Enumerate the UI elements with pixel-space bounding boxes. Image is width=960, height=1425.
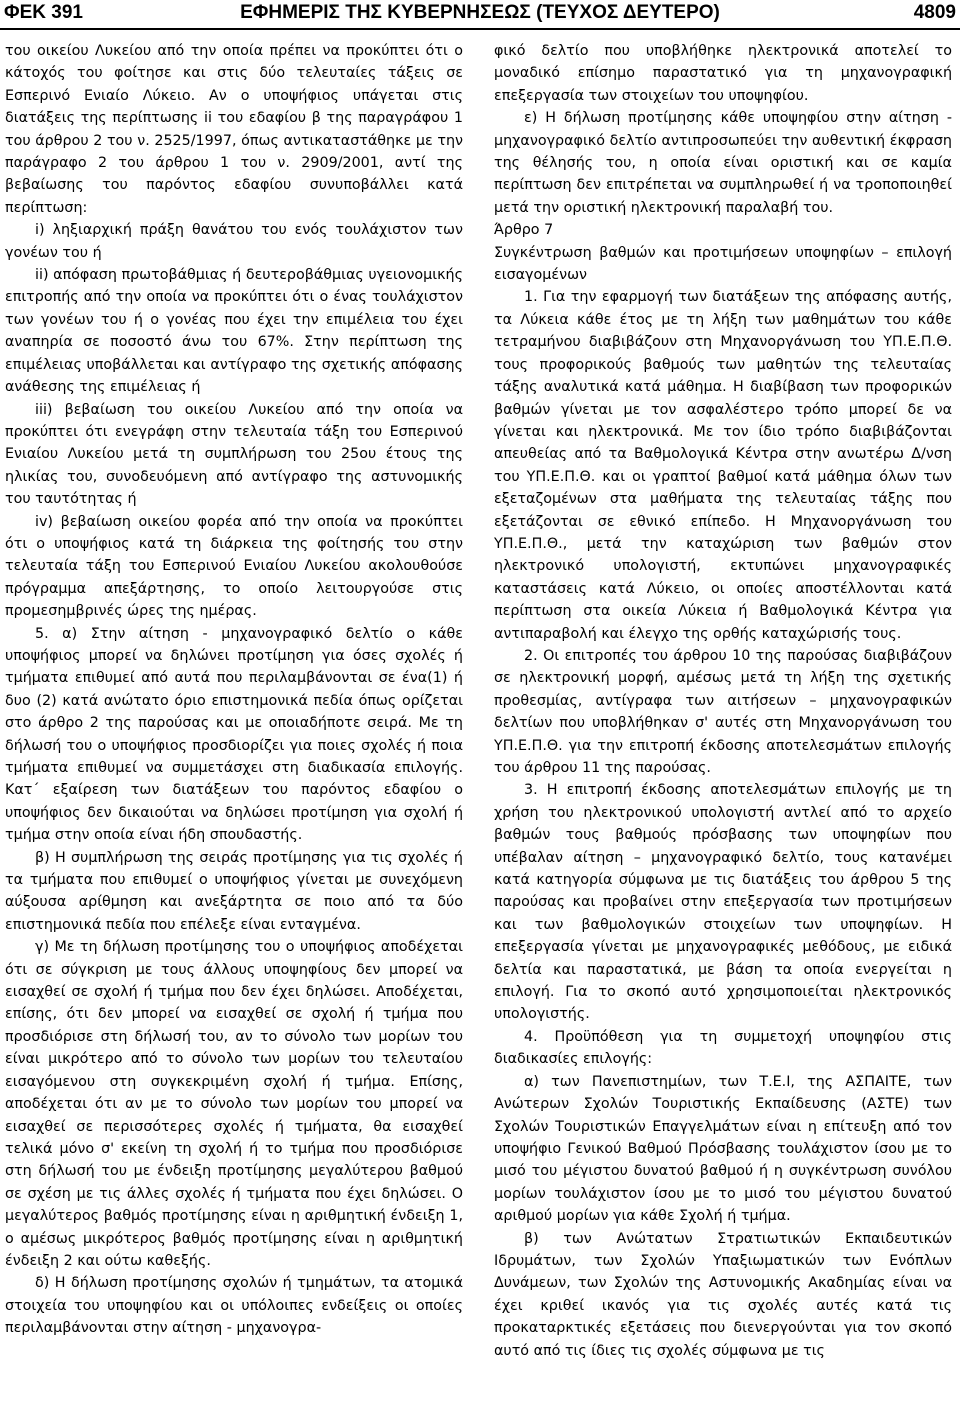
paragraph: i) ληξιαρχική πράξη θανάτου του ενός τουλάχιστον των γονέων του ή <box>5 222 463 261</box>
paragraph: γ) Με τη δήλωση προτίμησης του ο υποψήφιος αποδέχεται ότι σε σύγκριση με τους άλλους υποψηφίους δεν μπορεί να εισαχθεί σε σχολή ή τμήμα που δεν έχει δηλώσει. Αποδέχεται, επίσης, ότι δεν μπορεί να εισαχθεί σε σχολή ή τμήμα που προσδιόρισε στη δήλωσή του, αν το σύνολο των μορίων του είναι μικρότερο από το σύνολο των μορίων του τελευταίου εισαγόμενου στη συγκεκριμένη σχολή ή τμήμα. Επίσης, αποδέχεται ότι αν με το σύνολο των μορίων του μπορεί να εισαχθεί σε περισσότερες σχολές ή τμήματα, θα εισαχθεί τελικά μόνο σ' εκείνη τη σχολή ή το τμήμα που προσδιόρισε στη δήλωσή του με ένδειξη προτίμησης μεγαλύτερου βαθμού σε σχέση με τις άλλες σχολές ή τμήματα που έχει δηλώσει. Ο μεγαλύτερος βαθμός προτίμησης είναι η αριθμητική ένδειξη 1, ο αμέσως μικρότερος βαθμός προτίμησης είναι η αριθμητική ένδειξη 2 και ούτω καθεξής. <box>5 939 463 1269</box>
paragraph: 4. Προϋπόθεση για τη συμμετοχή υποψηφίου στις διαδικασίες επιλογής: <box>494 1028 952 1068</box>
paragraph: β) των Ανώτατων Στρατιωτικών Εκπαιδευτικών Ιδρυμάτων, των Σχολών Υπαξιωματικών των Ενόπλων Δυνάμεων, των Σχολών της Αστυνομικής Ακαδημίας είναι να έχει κριθεί ικανός για τις σχολές αυτές κατά τις προκαταρκτικές εξετάσεις που διενεργούνται για τον σκοπό αυτό από τις ίδιες τις σχολές σύμφωνα με τις <box>494 1230 952 1359</box>
left-column <box>5 40 463 1422</box>
gazette-issue-number: ΦΕΚ 391 <box>4 2 83 23</box>
paragraph: iii) βεβαίωση του οικείου Λυκείου από την οποία να προκύπτει ότι ενεγράφη στην τελευταία τάξη του Εσπερινού Ενιαίου Λυκείου μετά τη συμπλήρωση του 25ου έτους της ηλικίας του, συνοδευόμενη από αντίγραφο της αστυνομικής του ταυτότητας ή <box>5 401 463 508</box>
right-column <box>494 40 952 1422</box>
page-number: 4809 <box>913 2 956 23</box>
paragraph: iv) βεβαίωση οικείου φορέα από την οποία να προκύπτει ότι ο υποψήφιος κατά τη διάρκεια της φοίτησής του στην τελευταία τάξη του Εσπερινού Ενιαίου Λυκείου ακολουθούσε πρόγραμμα απεξάρτησης, το οποίο λειτουργούσε στις προμεσημβρινές ώρες της ημέρας. <box>5 513 463 620</box>
paragraph: δ) Η δήλωση προτίμησης σχολών ή τμημάτων, τα ατομικά στοιχεία του υποψηφίου και οι υπόλοιπες ενδείξεις οι οποίες περιλαμβάνονται στην αίτηση - μηχανογρα- <box>5 1275 463 1337</box>
paragraph: 5. α) Στην αίτηση - μηχανογραφικό δελτίο ο κάθε υποψήφιος μπορεί να δηλώνει προτίμηση για όσες σχολές ή τμήματα επιθυμεί από αυτά που περιλαμβάνονται σε ένα(1) ή δυο (2) κατά ανώτατο όριο επιστημονικά πεδία όπως ορίζεται στο άρθρο 2 της παρούσας και με οποιαδήποτε σειρά. Με τη δήλωσή του ο υποψήφιος προσδιορίζει για ποιες σχολές ή ποια τμήματα επιθυμεί να συμμετάσχει στη διαδικασία επιλογής. Κατ΄ εξαίρεση των διατάξεων του παρόντος εδαφίου ο υποψήφιος δεν δικαιούται να δηλώσει προτίμηση για σχολή ή τμήμα στην οποία είναι ήδη σπουδαστής. <box>5 625 463 844</box>
paragraph: ii) απόφαση πρωτοβάθμιας ή δευτεροβάθμιας υγειονομικής επιτροπής από την οποία να προκύπτει ότι ο ένας τουλάχιστον των γονέων του ή ο γονέας που έχει την επιμέλεια του έχει αναπηρία σε ποσοστό άνω του 67%. Στην περίπτωση της επιμέλειας υποβάλλεται και αντίγραφο της σχετικής απόφασης ανάθεσης της επιμέλειας ή <box>5 267 463 396</box>
paragraph: 3. Η επιτροπή έκδοσης αποτελεσμάτων επιλογής με τη χρήση του ηλεκτρονικού υπολογιστή αντλεί από το αρχείο βαθμών τους βαθμούς πρόσβασης των υποψηφίων που υπέβαλαν αίτηση – μηχανογραφικό δελτίο, τους κατανέμει κατά κατηγορία σύμφωνα με τις διατάξεις του άρθρου 5 της παρούσας και προβαίνει στην επεξεργασία των προτιμήσεων και των βαθμολογικών στοιχείων των υποψηφίων. Η επεξεργασία γίνεται με μηχανογραφικές μεθόδους, με ειδικά δελτία και παραστατικά, με βάση τα οποία ενεργείται η επιλογή. Για το σκοπό αυτό χρησιμοποιείται ηλεκτρονικός υπολογιστής. <box>494 782 952 1023</box>
paragraph: 2. Οι επιτροπές του άρθρου 10 της παρούσας διαβιβάζουν σε ηλεκτρονική μορφή, αμέσως μετά τη λήξη της σχετικής προθεσμίας, αντίγραφα των αιτήσεων – μηχανογραφικών δελτίων που υποβλήθηκαν σ' αυτές στη Μηχανοργάνωση του ΥΠ.Ε.Π.Θ. για την επιτροπή έκδοσης αποτελεσμάτων επιλογής του άρθρου 11 της παρούσας. <box>494 647 952 776</box>
paragraph: ε) Η δήλωση προτίμησης κάθε υποψηφίου στην αίτηση - μηχανογραφικό δελτίο αντιπροσωπεύει την αυθεντική έκφραση της θέλησής του, η οποία είναι οριστική και σε καμία περίπτωση δεν επιτρέπεται να συμπληρωθεί ή να τροποποιηθεί μετά την οριστική ηλεκτρονική παραλαβή του. <box>494 110 952 216</box>
paragraph: του οικείου Λυκείου από την οποία πρέπει να προκύπτει ότι ο κάτοχός του φοίτησε και στις δύο τελευταίες τάξεις σε Εσπερινό Ενιαίο Λύκειο. Αν ο υποψήφιος υπάγεται στις διατάξεις της περίπτωσης ii του εδαφίου β της παραγράφου 1 του άρθρου 2 του ν. 2525/1997, όπως αντικαταστάθηκε με την παράγραφο 2 του άρθρου 1 του ν. 2909/2001, αντί της βεβαίωσης του παρόντος εδαφίου συνυποβάλλει κατά περίπτωση: <box>5 43 463 216</box>
article-heading: Άρθρο 7 <box>494 222 554 239</box>
paragraph: β) Η συμπλήρωση της σειράς προτίμησης για τις σχολές ή τα τμήματα που επιθυμεί ο υποψήφιος γίνεται με συνεχόμενη αύξουσα αρίθμηση και ανεξάρτητα σε ποιο από τα δύο επιστημονικά πεδία που επέλεξε είναι ενταγμένα. <box>5 849 463 933</box>
paragraph: φικό δελτίο που υποβλήθηκε ηλεκτρονικά αποτελεί το μοναδικό επίσημο παραστατικό για τη μηχανογραφική επεξεργασία των στοιχείων του υποψηφίου. <box>494 43 952 104</box>
article-subheading: Συγκέντρωση βαθμών και προτιμήσεων υποψηφίων – επιλογή εισαγομένων <box>494 244 952 284</box>
paragraph: 1. Για την εφαρμογή των διατάξεων της απόφασης αυτής, τα Λύκεια κάθε έτος με τη λήξη των μαθημάτων του κάθε τετραμήνου διαβιβάζουν στη Μηχανοργάνωση του ΥΠ.Ε.Π.Θ. τους προφορικούς βαθμούς των μαθητών της τελευταίας τάξης αναλυτικά κατά μάθημα. Η διαβίβαση των προφορικών βαθμών γίνεται με τον ασφαλέστερο τρόπο μπορεί δε να γίνεται και ηλεκτρονικά. Με τον ίδιο τρόπο διαβιβάζονται απευθείας από τα Βαθμολογικά Κέντρα στην ανωτέρω Δ/νση του ΥΠ.Ε.Π.Θ. και οι γραπτοί βαθμοί κατά μάθημα όλων των εξεταζομένων στα μαθήματα της τελευταίας τάξης που εξετάζονται σε εθνικό επίπεδο. Η Μηχανοργάνωση του ΥΠ.Ε.Π.Θ., μετά την καταχώριση των βαθμών στον ηλεκτρονικό υπολογιστή, εκτυπώνει μηχανογραφικές καταστάσεις κατά Λύκειο, οι οποίες αποστέλλονται κατά περίπτωση στα οικεία Λύκεια ή Βαθμολογικά Κέντρα για αντιπαραβολή και έλεγχο της ορθής καταχώρισής τους. <box>494 289 952 642</box>
paragraph: α) των Πανεπιστημίων, των Τ.Ε.Ι, της ΑΣΠΑΙΤΕ, των Ανώτερων Σχολών Τουριστικής Εκπαίδευσης (ΑΣΤΕ) των Σχολών Τουριστικών Επαγγελμάτων είναι η επίτευξη από τον υποψήφιο Γενικού Βαθμού Πρόσβασης τουλάχιστον ίσου με το μισό του μέγιστου δυνατού βαθμού ή η συγκέντρωση συνόλου μορίων τουλάχιστον ίσου με το μισό του μέγιστου δυνατού αριθμού μορίων για κάθε Σχολή ή τμήμα. <box>494 1073 952 1225</box>
page-header <box>0 0 960 30</box>
gazette-title: ΕΦΗΜΕΡΙΣ ΤΗΣ ΚΥΒΕΡΝΗΣΕΩΣ (ΤΕΥΧΟΣ ΔΕΥΤΕΡΟ) <box>240 2 720 23</box>
